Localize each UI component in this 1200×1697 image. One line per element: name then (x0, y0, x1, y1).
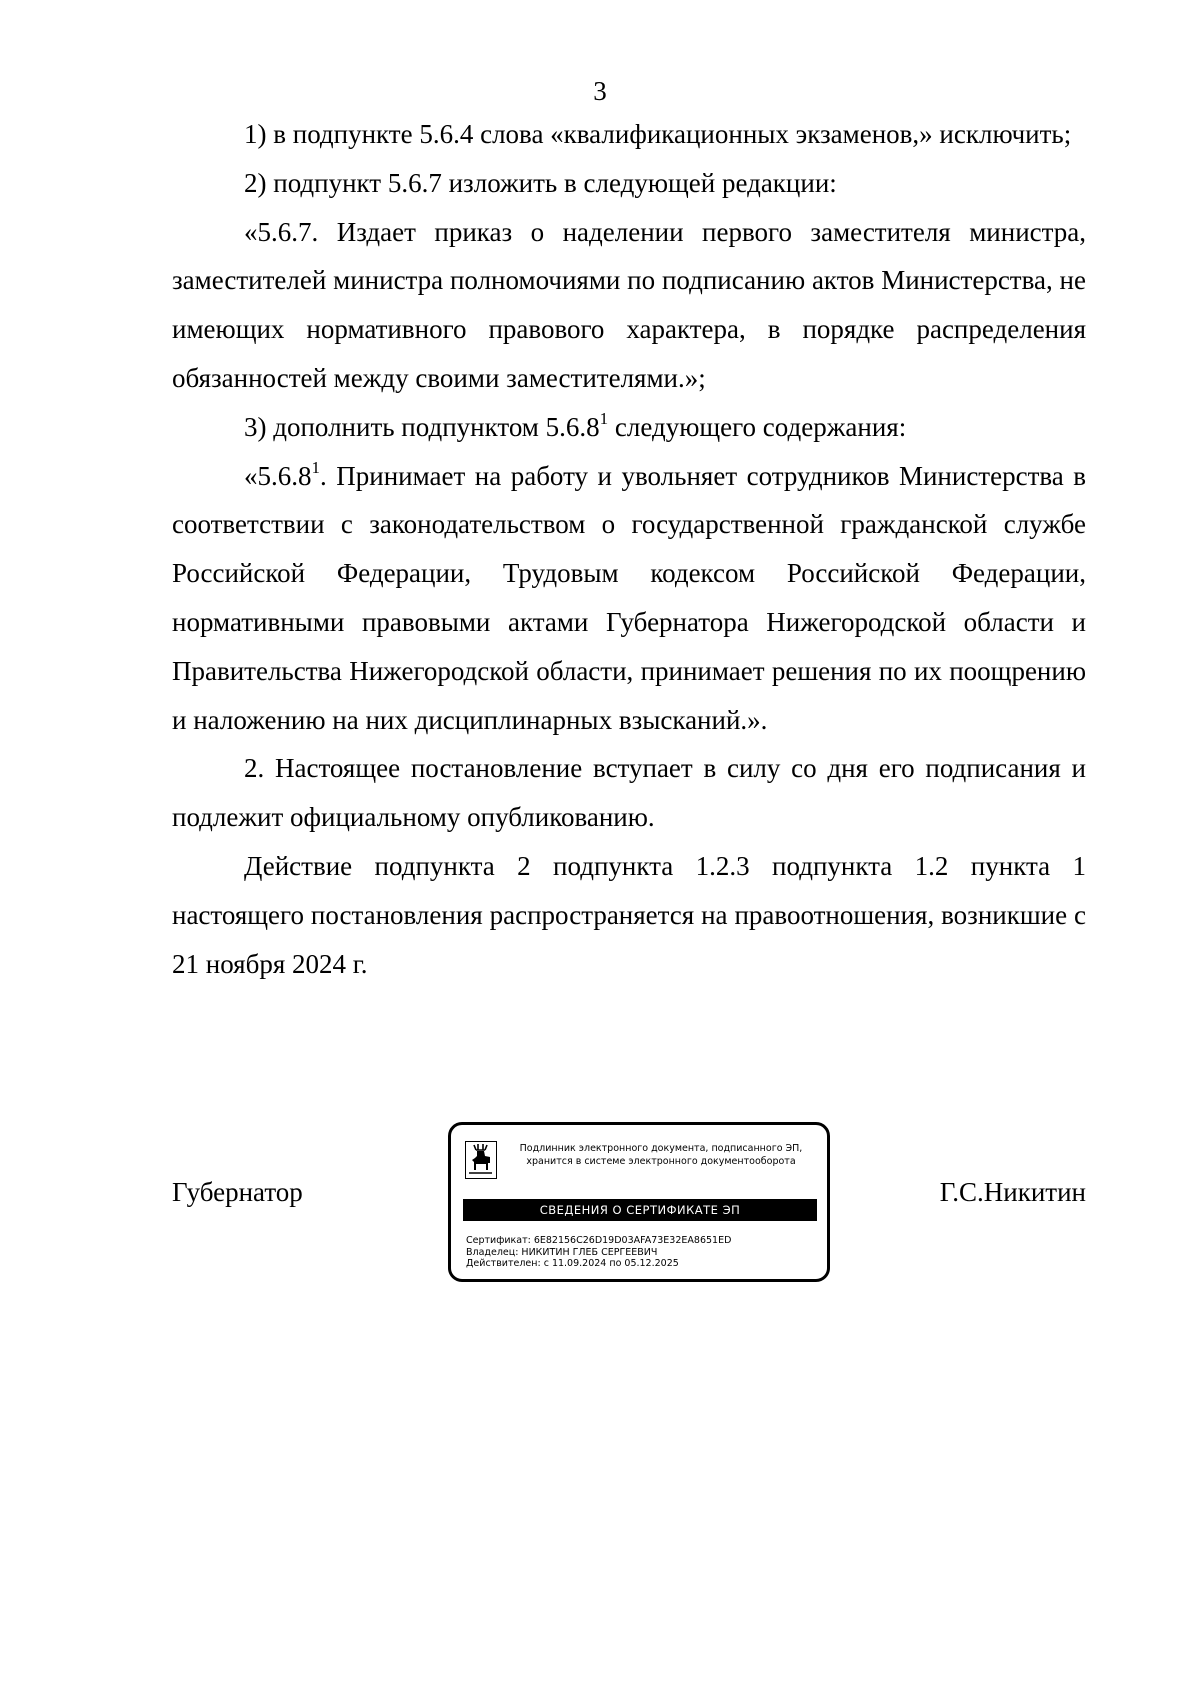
paragraph-effective-date: 2. Настоящее постановление вступает в силу со дня его подписания и подлежит официальному опубликованию. (172, 753, 1086, 833)
certificate-serial: Сертификат: 6E82156C26D19D03AFA73E32EA8651ED (466, 1235, 732, 1246)
electronic-signature-stamp (448, 1122, 830, 1282)
document-body (172, 110, 1086, 988)
paragraph-item-2: 2) подпункт 5.6.7 изложить в следующей редакции: (244, 167, 837, 198)
certificate-validity: Действителен: с 11.09.2024 по 05.12.2025 (466, 1258, 679, 1269)
paragraph-item-3-text: 3) дополнить подпунктом 5.6.8 (244, 411, 600, 442)
signer-name: Г.С.Никитин (939, 1177, 1086, 1207)
paragraph-quote-start: «5.6.8 (244, 460, 312, 491)
paragraph-item-3 (172, 403, 1086, 452)
paragraph-item-1: 1) в подпункте 5.6.4 слова «квалификационных экзаменов,» исключить; (244, 119, 1072, 149)
deer-emblem-icon (465, 1141, 497, 1179)
page-number: 3 (593, 76, 607, 106)
superscript-index: 1 (599, 408, 609, 428)
deer-emblem-graphic (466, 1142, 495, 1177)
signer-position: Губернатор (172, 1177, 303, 1207)
paragraph-item-3-tail: следующего содержания: (608, 411, 907, 442)
certificate-details (466, 1235, 816, 1270)
certificate-owner: Владелец: НИКИТИН ГЛЕБ СЕРГЕЕВИЧ (466, 1246, 658, 1258)
stamp-header (501, 1142, 821, 1168)
stamp-title-bar: СВЕДЕНИЯ О СЕРТИФИКАТЕ ЭП (463, 1199, 817, 1221)
paragraph-quote-text: . Принимает на работу и увольняет сотрудников Министерства в соответствии с законодательством о государственной гражданской службе Российской Федерации, Трудовым кодексом Российской Федерации, нормативными правовыми актами Губернатора Нижегородской области и Правительства Нижегородской области, принимает решения по их поощрению и наложению на них дисциплинарных взысканий.». (172, 460, 1086, 735)
paragraph-quote-5-6-7: «5.6.7. Издает приказ о наделении первого заместителя министра, заместителей министра полномочиями по подписанию актов Министерства, не имеющих нормативного правового характера, в порядке распределения обязанностей между своими заместителями.»; (172, 216, 1086, 393)
stamp-header-line: хранится в системе электронного документооборота (526, 1156, 796, 1167)
stamp-header-line: Подлинник электронного документа, подписанного ЭП, (519, 1143, 803, 1154)
superscript-index: 1 (311, 457, 320, 477)
paragraph-retroactive-effect: Действие подпункта 2 подпункта 1.2.3 подпункта 1.2 пункта 1 настоящего постановления распространяется на правоотношения, возникшие с 21 ноября 2024 г. (172, 850, 1086, 979)
paragraph-quote-5-6-8-1 (172, 452, 1086, 745)
